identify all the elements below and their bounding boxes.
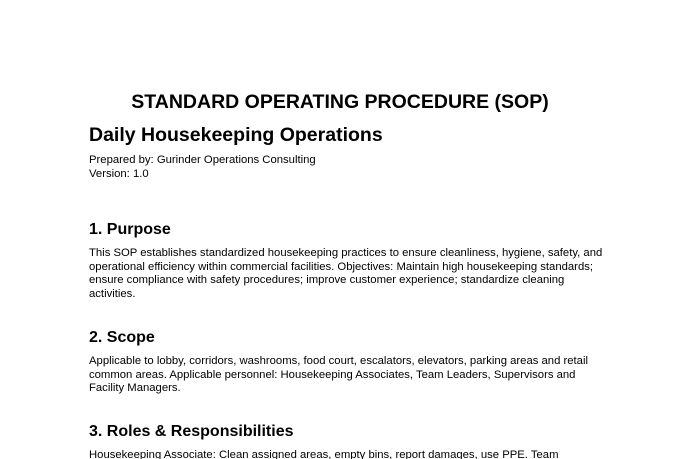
prepared-by-line: Prepared by: Gurinder Operations Consulting (89, 154, 316, 166)
document-subtitle: Daily Housekeeping Operations (89, 124, 383, 146)
section-body: Housekeeping Associate: Clean assigned areas, empty bins, report damages, use PPE. Team (89, 449, 559, 459)
section-heading: 3. Roles & Responsibilities (89, 423, 294, 440)
section-heading: 2. Scope (89, 329, 155, 346)
document-title: STANDARD OPERATING PROCEDURE (SOP) (131, 91, 549, 113)
section-roles-responsibilities (89, 422, 609, 459)
section-body: Applicable to lobby, corridors, washrooms, food court, escalators, elevators, parking areas and retail common areas. Applicable personnel: Housekeeping Associates, Team Leaders, Supervisors and Facility Managers. (89, 355, 588, 395)
section-scope (89, 328, 609, 396)
version-line: Version: 1.0 (89, 168, 149, 180)
section-heading: 1. Purpose (89, 221, 171, 238)
document-meta (89, 153, 316, 181)
section-body: This SOP establishes standardized housekeeping practices to ensure cleanliness, hygiene, safety, and operational efficiency within commercial facilities. Objectives: Maintain high housekeeping standards; ensure compliance with safety procedures; improve customer experience; standardize cleaning activities. (89, 247, 603, 300)
section-purpose (89, 220, 609, 301)
